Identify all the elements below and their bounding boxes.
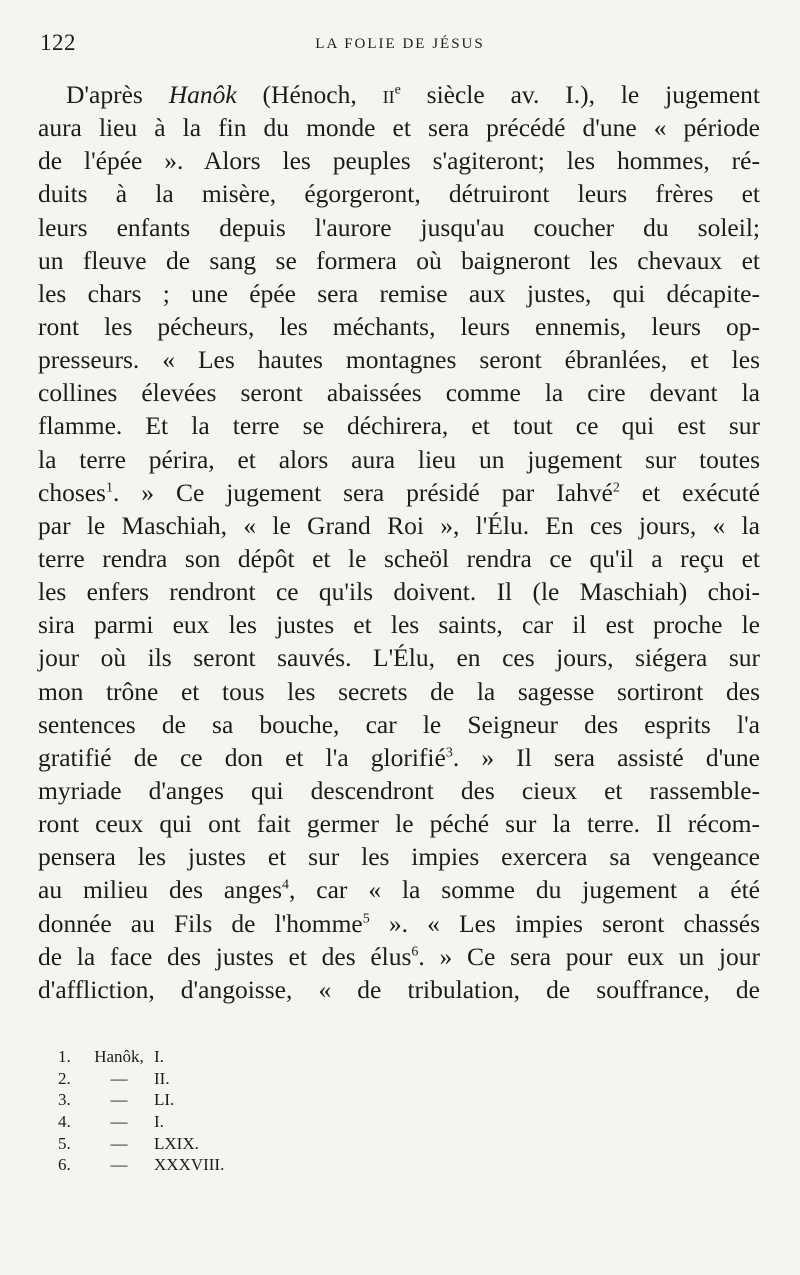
- italic-name: Hanôk: [168, 80, 237, 109]
- text-line: [38, 641, 760, 674]
- text-segment: (Hénoch,: [236, 80, 383, 109]
- text-segment: de l'épée ». Alors les peuples s'agiteront; les hommes, ré-: [38, 146, 760, 176]
- text-segment: D'après: [66, 80, 169, 109]
- text-segment: . » Il sera assisté d'une: [452, 742, 760, 772]
- text-line: [38, 807, 760, 840]
- footnote-ref: 5: [362, 911, 370, 927]
- text-segment: un fleuve de sang se formera où baigneront les chevaux et: [38, 245, 760, 275]
- footnotes: [58, 1046, 224, 1176]
- footnote-number: 1.: [58, 1047, 71, 1066]
- footnote-chapter: I.: [154, 1047, 164, 1066]
- footnote-source: —: [110, 1133, 128, 1153]
- footnote-number: 4.: [58, 1112, 71, 1132]
- footnote-ref: 6: [411, 944, 419, 960]
- text-segment: leurs enfants depuis l'aurore jusqu'au coucher du soleil;: [38, 212, 760, 242]
- text-segment: donnée au Fils de l'homme: [38, 908, 363, 938]
- text-segment: . » Ce sera pour eux un jour: [418, 941, 761, 971]
- text-segment: et exécuté: [619, 477, 760, 507]
- footnote-number: 3.: [58, 1090, 71, 1110]
- text-line: [38, 144, 760, 177]
- text-line: [38, 840, 760, 873]
- text-segment: par le Maschiah, « le Grand Roi », l'Élu. En ces jours, « la: [38, 510, 760, 540]
- text-line: [38, 111, 760, 144]
- footnote: [58, 1068, 224, 1090]
- text-line: [38, 873, 760, 906]
- text-line: [38, 940, 760, 973]
- text-segment: duits à la misère, égorgeront, détruiront leurs frères et: [38, 179, 760, 209]
- footnote: [58, 1133, 224, 1155]
- text-line: [38, 310, 760, 343]
- text-segment: mon trône et tous les secrets de la sagesse sortiront des: [38, 676, 760, 706]
- text-line: [38, 244, 760, 277]
- footnote-chapter: XXXVIII.: [154, 1155, 225, 1175]
- text-segment: les enfers rendront ce qu'ils doivent. Il (le Maschiah) choi-: [38, 577, 760, 607]
- text-segment: les chars ; une épée sera remise aux justes, qui décapite-: [38, 278, 760, 308]
- text-segment: jour où ils seront sauvés. L'Élu, en ces jours, siégera sur: [38, 643, 760, 673]
- roman-numeral: ii: [382, 80, 395, 109]
- footnote-chapter: I.: [154, 1112, 164, 1132]
- footnote-ref: 3: [445, 745, 453, 761]
- footnote-source: —: [110, 1112, 128, 1132]
- footnote: [58, 1089, 224, 1111]
- text-line: [38, 708, 760, 741]
- text-line: [38, 542, 760, 575]
- text-line: [38, 907, 760, 940]
- text-segment: presseurs. « Les hautes montagnes seront ébranlées, et les: [38, 345, 760, 375]
- footnote: [58, 1111, 224, 1133]
- body-text: [38, 78, 760, 1006]
- text-segment: aura lieu à la fin du monde et sera précédé d'une « période: [38, 113, 760, 143]
- text-line: [38, 575, 760, 608]
- text-line: [38, 343, 760, 376]
- footnote-source: —: [110, 1155, 128, 1175]
- footnote-source: —: [110, 1068, 128, 1088]
- text-line: [38, 741, 760, 774]
- footnote-ref: e: [394, 82, 401, 98]
- text-line: [38, 376, 760, 409]
- text-line: [38, 675, 760, 708]
- text-segment: sentences de sa bouche, car le Seigneur des esprits l'a: [38, 709, 760, 739]
- footnote-source: Hanôk,: [94, 1047, 144, 1066]
- text-segment: d'affliction, d'angoisse, « de tribulation, de souffrance, de: [38, 974, 760, 1004]
- text-line: [38, 476, 760, 509]
- footnote-ref: 2: [612, 480, 620, 496]
- text-line: [38, 409, 760, 442]
- text-line: [38, 277, 760, 310]
- text-line: [38, 973, 760, 1006]
- text-segment: gratifié de ce don et l'a glorifié: [38, 742, 446, 772]
- text-line: [38, 78, 760, 111]
- text-segment: pensera les justes et sur les impies exercera sa vengeance: [38, 842, 760, 872]
- text-segment: terre rendra son dépôt et le scheöl rendra ce qu'il a reçu et: [38, 543, 760, 573]
- footnote-ref: 1: [105, 480, 113, 496]
- text-segment: ». « Les impies seront chassés: [369, 908, 760, 938]
- running-head: LA FOLIE DE JÉSUS: [315, 36, 485, 52]
- text-segment: myriade d'anges qui descendront des cieux et rassemble-: [38, 775, 760, 805]
- text-segment: la terre périra, et alors aura lieu un jugement sur toutes: [38, 444, 760, 474]
- text-segment: ront les pécheurs, les méchants, leurs ennemis, leurs op-: [38, 311, 760, 341]
- text-segment: , car « la somme du jugement a été: [289, 875, 760, 905]
- text-segment: au milieu des anges: [38, 875, 282, 905]
- footnote: [58, 1154, 224, 1176]
- text-segment: ront ceux qui ont fait germer le péché sur la terre. Il récom-: [38, 809, 760, 839]
- footnote-chapter: II.: [154, 1068, 170, 1088]
- text-segment: de la face des justes et des élus: [38, 941, 412, 971]
- text-segment: choses: [38, 477, 106, 507]
- page-number: 122: [40, 30, 76, 55]
- footnote-number: 5.: [58, 1133, 71, 1153]
- footnote: [58, 1046, 224, 1068]
- text-segment: sira parmi eux les justes et les saints, car il est proche le: [38, 610, 760, 640]
- footnote-chapter: LI.: [154, 1090, 175, 1110]
- text-line: [38, 177, 760, 210]
- text-segment: flamme. Et la terre se déchirera, et tout ce qui est sur: [38, 411, 760, 441]
- footnote-number: 2.: [58, 1068, 71, 1088]
- text-line: [38, 774, 760, 807]
- footnote-source: —: [110, 1090, 128, 1110]
- text-line: [38, 509, 760, 542]
- text-segment: collines élevées seront abaissées comme la cire devant la: [38, 378, 760, 408]
- footnote-ref: 4: [282, 877, 289, 893]
- footnote-chapter: LXIX.: [154, 1133, 199, 1153]
- text-segment: siècle av. I.), le jugement: [400, 80, 760, 109]
- text-segment: . » Ce jugement sera présidé par Iahvé: [112, 477, 613, 507]
- text-line: [38, 443, 760, 476]
- text-line: [38, 608, 760, 641]
- footnote-number: 6.: [58, 1155, 71, 1175]
- text-line: [38, 211, 760, 244]
